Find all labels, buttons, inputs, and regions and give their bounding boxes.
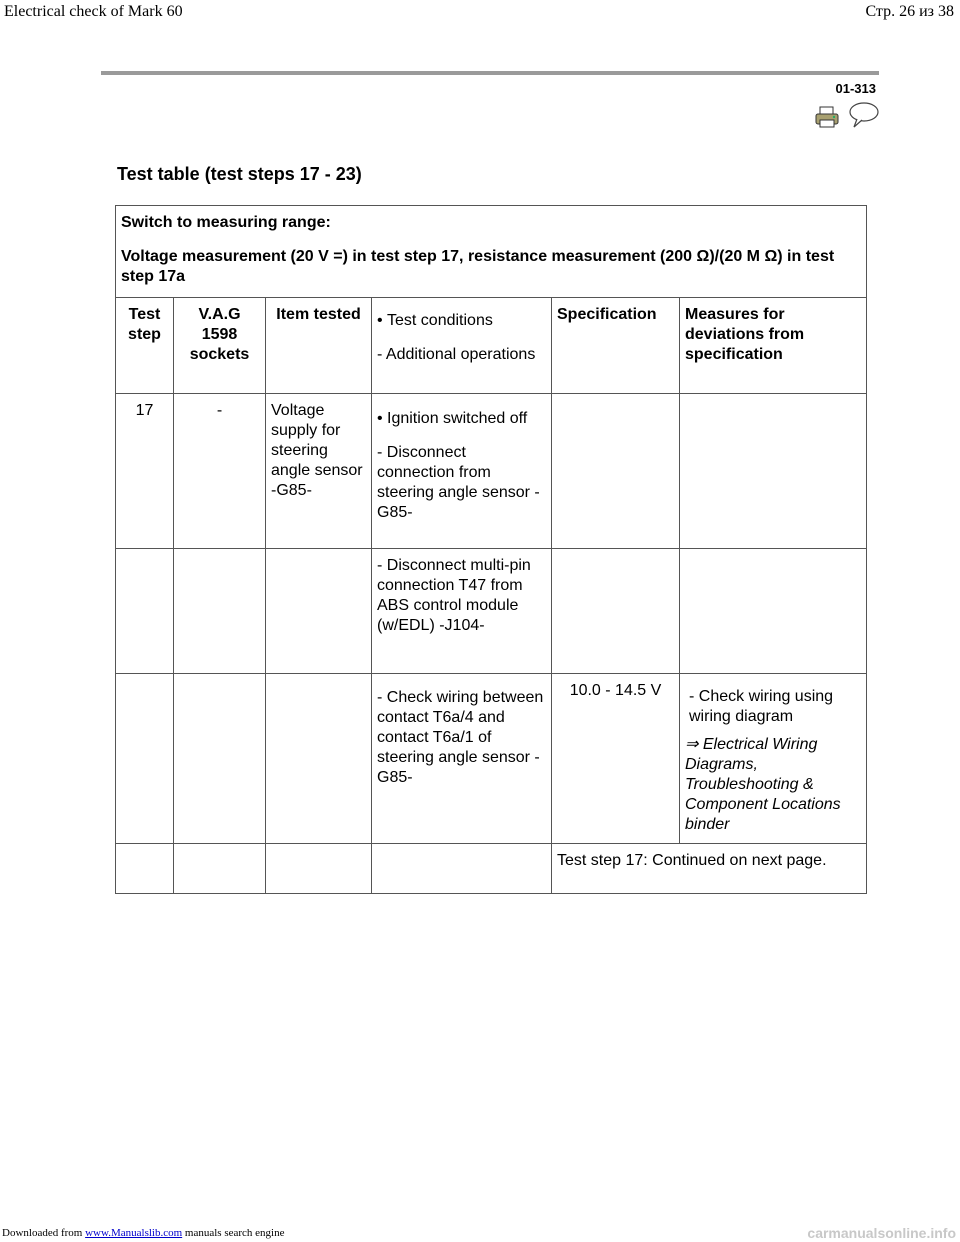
window-title: Electrical check of Mark 60 [4,3,183,20]
page-number: 01-313 [835,81,876,96]
item-tested-cell: Voltage supply for steering angle sensor -G85- [266,394,372,549]
col-header-test-step: Test step [116,298,174,394]
header-rule [101,71,879,75]
measuring-range-label: Switch to measuring range: [121,214,331,231]
specification-cell [552,394,680,549]
additional-operations-label: - Additional operations [377,346,536,363]
test-step-cell: 17 [116,394,174,549]
page-counter: Стр. 26 из 38 [865,3,954,20]
measuring-range-text: Voltage measurement (20 V =) in test step 17, resistance measurement (200 Ω)/(20 M Ω) in test step 17a [121,248,835,285]
watermark: carmanualsonline.info [807,1225,956,1241]
table-row [116,549,867,674]
measures-cell [680,674,867,844]
col-header-specification: Specification [552,298,680,394]
operation-text: - Disconnect connection from steering angle sensor -G85- [377,444,540,521]
table-row [116,674,867,844]
test-table [115,205,867,894]
sockets-cell: - [174,394,266,549]
continuation-note: Test step 17: Continued on next page. [552,844,867,894]
wiring-diagram-reference[interactable]: ⇒ Electrical Wiring Diagrams, Troubleshooting & Component Locations binder [685,736,841,833]
operation-text: - Check wiring between contact T6a/4 and contact T6a/1 of steering angle sensor -G85- [372,674,552,844]
speech-bubble-icon[interactable] [848,102,880,133]
section-heading: Test table (test steps 17 - 23) [117,164,362,184]
col-header-measures: Measures for deviations from specification [680,298,867,394]
page-footer [0,1222,960,1242]
table-intro-row [116,206,867,298]
test-conditions-label: Test conditions [387,312,493,329]
col-header-sockets: V.A.G 1598 sockets [174,298,266,394]
footer-prefix: Downloaded from [2,1227,83,1239]
measure-text: - Check wiring using wiring diagram [689,688,834,725]
footer-suffix: manuals search engine [184,1227,285,1239]
condition-text: Ignition switched off [387,410,528,427]
specification-value: 10.0 - 14.5 V [552,674,680,844]
col-header-conditions: • Test conditions - Additional operations [372,298,552,394]
table-header-row [116,298,867,394]
col-header-item: Item tested [266,298,372,394]
manualslib-link[interactable]: www.Manualslib.com [85,1227,183,1239]
conditions-cell: • Ignition switched off - Disconnect connection from steering angle sensor -G85- [372,394,552,549]
table-row [116,394,867,549]
measures-cell [680,394,867,549]
table-row [116,844,867,894]
toolbar-icons [815,102,881,130]
operation-text: - Disconnect multi-pin connection T47 from ABS control module (w/EDL) -J104- [372,549,552,674]
window-titlebar [0,0,960,22]
printer-icon[interactable] [815,106,839,133]
